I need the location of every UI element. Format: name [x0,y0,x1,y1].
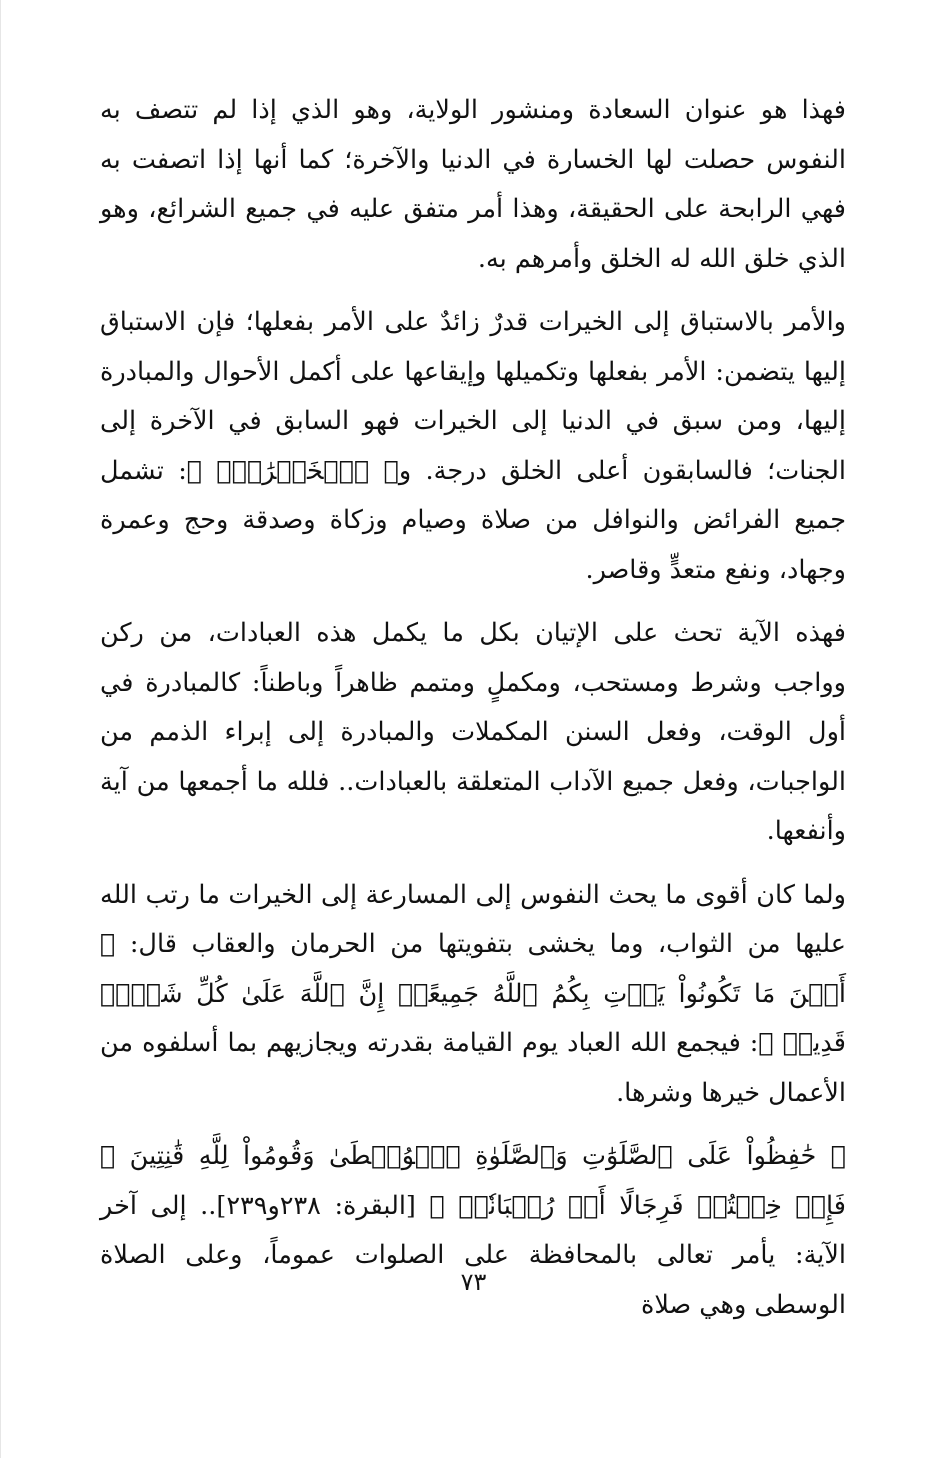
page-body [100,86,846,1344]
paragraph-2: والأمر بالاستباق إلى الخيرات قدرٌ زائدٌ على الأمر بفعلها؛ فإن الاستباق إليها يتضمن: الأمر بفعلها وتكميلها وإيقاعها على أكمل الأحوال والمبادرة إليها، ومن سبق في الدنيا إلى الخيرات فهو السابق في الآخرة إلى الجنات؛ فالسابقون أعلى الخلق درجة. و﴿ ٱلۡخَيۡرَٰتِۚ ﴾: تشمل جميع الفرائض والنوافل من صلاة وصيام وزكاة وصدقة وحج وعمرة وجهاد، ونفع متعدٍّ وقاصر. [100,307,846,585]
page-number: ٧٣ [460,1268,487,1296]
paragraph-3: فهذه الآية تحث على الإتيان بكل ما يكمل هذه العبادات، من ركن وواجب وشرط ومستحب، ومكملٍ ومتمم ظاهراً وباطناً: كالمبادرة في أول الوقت، وفعل السنن المكملات والمبادرة إلى إبراء الذمم من الواجبات، وفعل جميع الآداب المتعلقة بالعبادات.. فلله ما أجمعها من آية وأنفعها. [100,618,846,846]
paragraph-4: ولما كان أقوى ما يحث النفوس إلى المسارعة إلى الخيرات ما رتب الله عليها من الثواب، وما يخشى بتفويتها من الحرمان والعقاب قال: ﴿ أَيۡنَ مَا تَكُونُواْ يَأۡتِ بِكُمُ ٱللَّهُ جَمِيعًاۚ إِنَّ ٱللَّهَ عَلَىٰ كُلِّ شَيۡءٖ قَدِيرٞ ﴾: فيجمع الله العباد يوم القيامة بقدرته ويجازيهم بما أسلفوه من الأعمال خيرها وشرها. [100,879,846,1108]
paragraph-1: فهذا هو عنوان السعادة ومنشور الولاية، وهو الذي إذا لم تتصف به النفوس حصلت لها الخسارة في الدنيا والآخرة؛ كما أنها إذا اتصفت به فهي الرابحة على الحقيقة، وهذا أمر متفق عليه في جميع الشرائع، وهو الذي خلق الله له الخلق وأمرهم به. [100,95,846,274]
page-left-edge [0,0,1,1458]
paragraph-5-verse: ﴿ حَٰفِظُواْ عَلَى ٱلصَّلَوَٰتِ وَٱلصَّلَوٰةِ ٱلۡوُسۡطَىٰ وَقُومُواْ لِلَّهِ قَٰنِتِينَ ۞ فَإِنۡ خِفۡتُمۡ فَرِجَالًا أَوۡ رُكۡبَانٗاۖ ﴾ [البقرة: ٢٣٨و٢٣٩].. إلى آخر الآية: يأمر تعالى بالمحافظة على الصلوات عموماً، وعلى الصلاة الوسطى وهي صلاة [100,1141,846,1320]
